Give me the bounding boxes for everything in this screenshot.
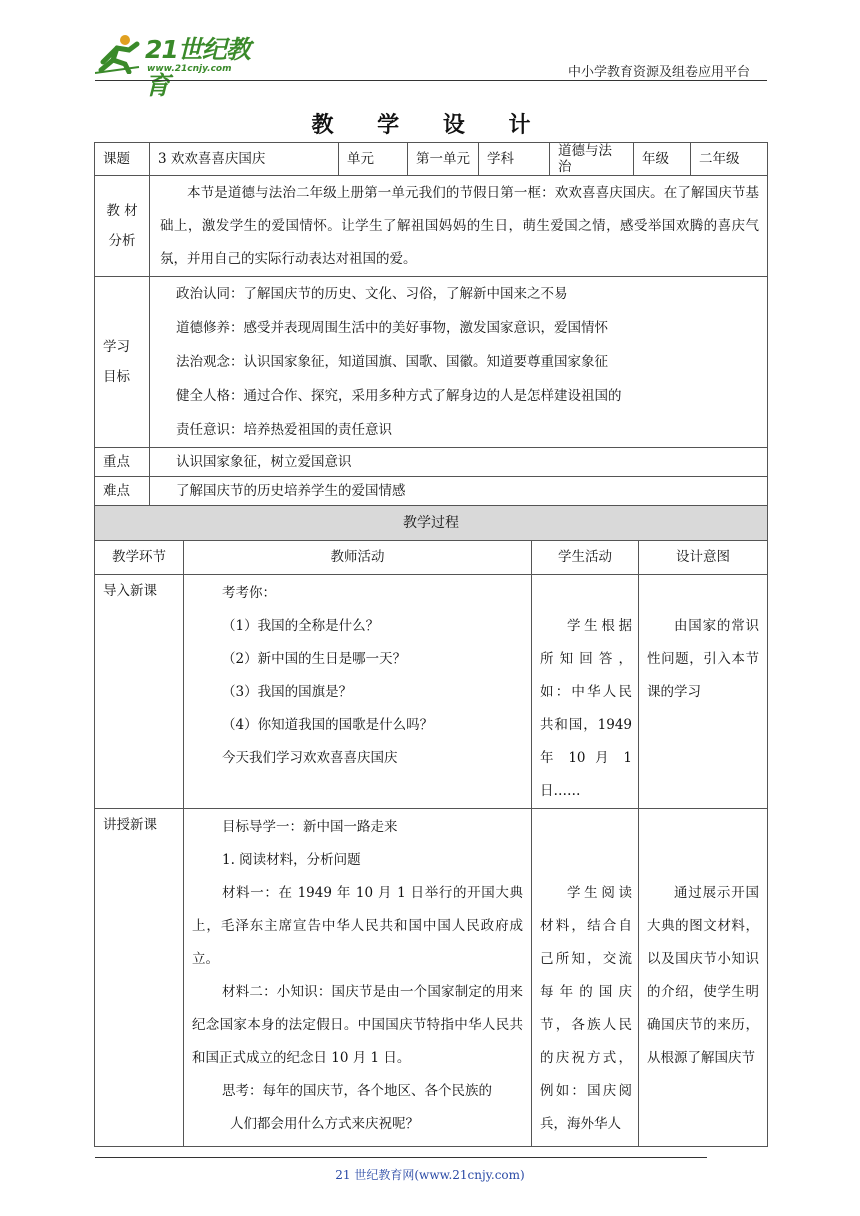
process-header-row — [95, 541, 768, 575]
goal-item: 法治观念：认识国家象征，知道国旗、国歌、国徽。知道要尊重国家象征 — [176, 354, 608, 371]
info-row — [95, 143, 768, 176]
key-point-row — [95, 448, 768, 477]
key-point-label: 重点 — [95, 448, 150, 477]
design-intent: 由国家的常识性问题，引入本节课的学习 — [639, 575, 768, 809]
topic-value: 3 欢欢喜喜庆国庆 — [150, 143, 339, 176]
analysis-row — [95, 176, 768, 277]
goal-item: 政治认同：了解国庆节的历史、文化、习俗，了解新中国来之不易 — [176, 286, 568, 303]
teacher-line: （4）你知道我国的国歌是什么吗？ — [222, 717, 434, 733]
teacher-line: （1）我国的全称是什么？ — [222, 618, 380, 634]
teacher-activity — [184, 575, 532, 809]
logo-url: www.21cnjy.com — [147, 64, 232, 74]
column-header: 教学环节 — [95, 541, 184, 575]
unit-value: 第一单元 — [408, 143, 479, 176]
difficulty-label: 难点 — [95, 477, 150, 506]
topic-label: 课题 — [95, 143, 150, 176]
teacher-step: 1. 阅读材料，分析问题 — [222, 852, 361, 868]
teacher-line: 今天我们学习欢欢喜喜庆国庆 — [222, 750, 398, 766]
teacher-line: （3）我国的国旗是？ — [222, 684, 353, 700]
goals-label: 学习 目标 — [95, 277, 150, 448]
subject-value: 道德与法治 — [550, 143, 634, 176]
design-intent: 通过展示开国大典的图文材料，以及国庆节小知识的介绍，使学生明确国庆节的来历，从根源了解国庆节 — [639, 809, 768, 1147]
process-title-row — [95, 506, 768, 541]
teacher-line: （2）新中国的生日是哪一天？ — [222, 651, 407, 667]
document-title: 教 学 设 计 — [311, 112, 549, 138]
process-row-teach — [95, 809, 768, 1147]
material-two: 材料二：小知识：国庆节是由一个国家制定的用来纪念国家本身的法定假日。中国国庆节特指中华人民共和国正式成立的纪念日 10 月 1 日。 — [192, 984, 523, 1066]
column-header: 设计意图 — [639, 541, 768, 575]
goal-item: 道德修养：感受并表现周围生活中的美好事物，激发国家意识，爱国情怀 — [176, 320, 608, 337]
analysis-text: 本节是道德与法治二年级上册第一单元我们的节假日第一框：欢欢喜喜庆国庆。在了解国庆节基础上，激发学生的爱国情怀。让学生了解祖国妈妈的生日，萌生爱国之情，感受举国欢腾的喜庆气氛，并用自己的实际行动表达对祖国的爱。 — [160, 184, 759, 267]
student-activity: 学生根据所知回答，如：中华人民共和国，1949 年 10 月 1 日…… — [532, 575, 639, 809]
logo — [95, 30, 265, 100]
stage-cell: 讲授新课 — [95, 809, 184, 1147]
header-divider — [95, 80, 767, 81]
material-one: 材料一：在 1949 年 10 月 1 日举行的开国大典上，毛泽东主席宣告中华人民共和国中国人民政府成立。 — [192, 885, 523, 967]
teacher-line: 考考你： — [222, 585, 276, 601]
platform-name: 中小学教育资源及组卷应用平台 — [567, 65, 750, 80]
difficulty-text: 了解国庆节的历史培养学生的爱国情感 — [150, 477, 768, 506]
goals-row — [95, 277, 768, 448]
analysis-text-cell — [150, 176, 768, 277]
process-title: 教学过程 — [95, 506, 768, 541]
page-header — [0, 0, 860, 100]
goal-item: 责任意识：培养热爱祖国的责任意识 — [176, 422, 392, 439]
grade-value: 二年级 — [691, 143, 768, 176]
runner-logo-icon — [95, 34, 141, 74]
student-activity: 学生阅读材料，结合自己所知，交流每年的国庆节，各族人民的庆祝方式，例如：国庆阅兵，海外华人 — [532, 809, 639, 1147]
goals-list — [150, 277, 768, 448]
unit-label: 单元 — [339, 143, 408, 176]
teacher-activity — [184, 809, 532, 1147]
difficulty-row — [95, 477, 768, 506]
stage-cell: 导入新课 — [95, 575, 184, 809]
teaching-process-table — [94, 505, 768, 1147]
column-header: 学生活动 — [532, 541, 639, 575]
analysis-label: 教 材 分析 — [95, 176, 150, 277]
think-question-cont: 人们都会用什么方式来庆祝呢？ — [230, 1116, 419, 1132]
think-question: 思考：每年的国庆节，各个地区、各个民族的 — [222, 1083, 492, 1099]
lesson-info-table — [94, 142, 768, 506]
teacher-goal: 目标导学一：新中国一路走来 — [222, 819, 398, 835]
logo-title: 21世纪教育 — [145, 35, 250, 100]
column-header: 教师活动 — [184, 541, 532, 575]
goal-item: 健全人格：通过合作、探究，采用多种方式了解身边的人是怎样建设祖国的 — [176, 388, 622, 405]
footer-divider — [95, 1157, 707, 1158]
subject-label: 学科 — [479, 143, 550, 176]
footer-source[interactable]: 21 世纪教育网(www.21cnjy.com) — [335, 1168, 525, 1182]
key-point-text: 认识国家象征，树立爱国意识 — [150, 448, 768, 477]
process-row-intro — [95, 575, 768, 809]
grade-label: 年级 — [634, 143, 691, 176]
